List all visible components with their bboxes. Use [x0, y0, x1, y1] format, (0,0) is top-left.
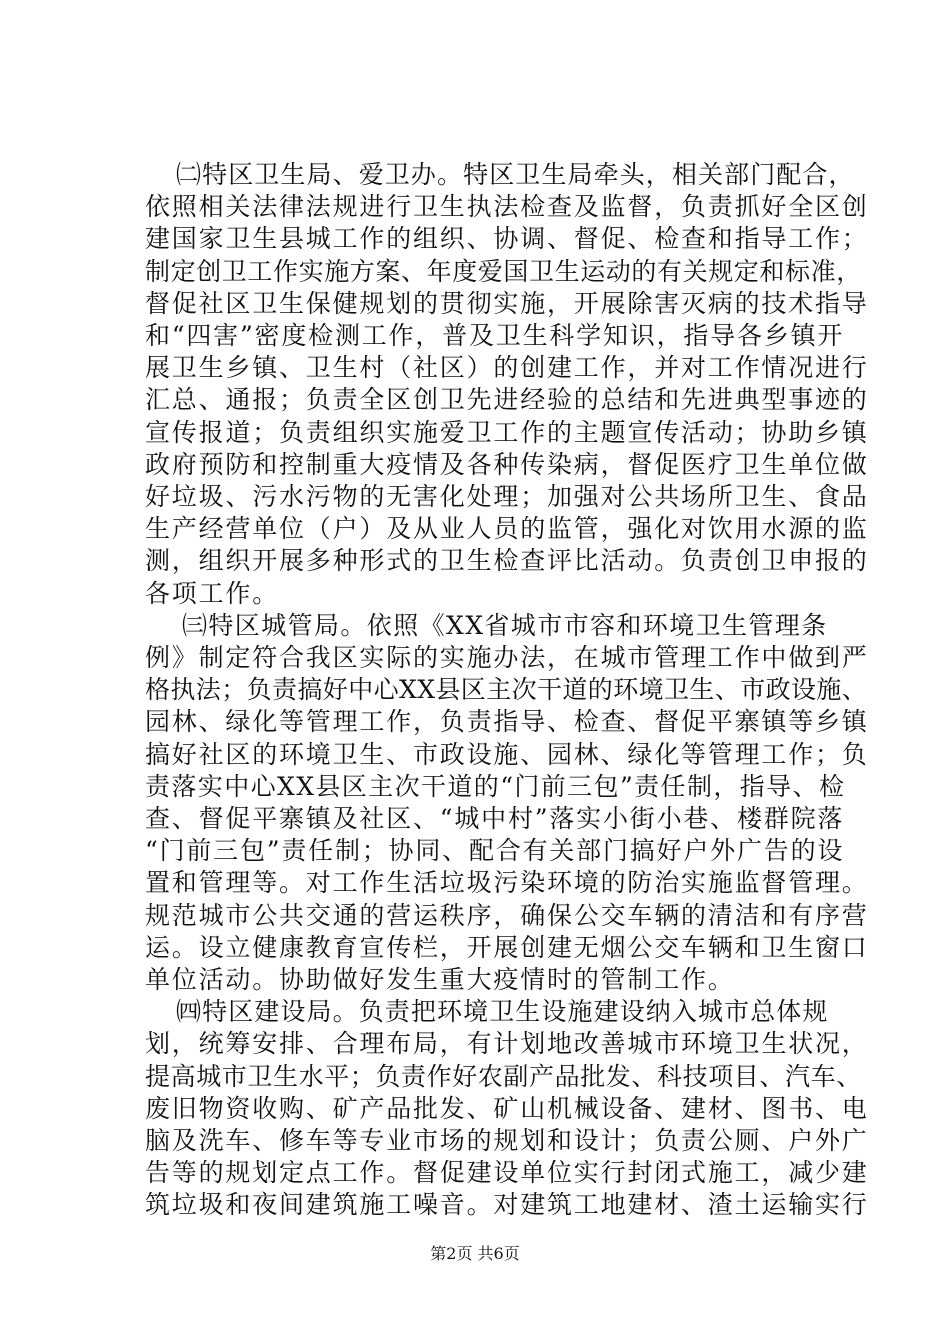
text-line-17: 格执法；负责搞好中心XX县区主次干道的环境卫生、市政设施、: [145, 675, 868, 704]
text-line-25: 运。设立健康教育宣传栏，开展创建无烟公交车辆和卫生窗口: [145, 933, 869, 962]
text-line-27: ㈣特区建设局。负责把环境卫生设施建设纳入城市总体规: [176, 997, 829, 1026]
text-line-19: 搞好社区的环境卫生、市政设施、园林、绿化等管理工作；负: [145, 740, 869, 769]
text-line-15: ㈢特区城管局。依照《XX省城市市容和环境卫生管理条: [182, 611, 828, 640]
text-line-33: 筑垃圾和夜间建筑施工噪音。对建筑工地建材、渣土运输实行: [145, 1190, 869, 1219]
text-line-14: 各项工作。: [145, 579, 280, 608]
text-line-24: 规范城市公共交通的营运秩序，确保公交车辆的清洁和有序营: [145, 901, 869, 930]
text-line-20: 责落实中心XX县区主次干道的“门前三包”责任制，指导、检: [145, 772, 846, 801]
text-line-2: 依照相关法律法规进行卫生执法检查及监督，负责抓好全区创: [145, 192, 869, 221]
text-line-8: 汇总、通报；负责全区创卫先进经验的总结和先进典型事迹的: [145, 385, 869, 414]
text-line-29: 提高城市卫生水平；负责作好农副产品批发、科技项目、汽车、: [145, 1062, 862, 1091]
text-line-28: 划，统筹安排、合理布局，有计划地改善城市环境卫生状况，: [145, 1029, 869, 1058]
text-line-7: 展卫生乡镇、卫生村（社区）的创建工作，并对工作情况进行: [145, 353, 869, 382]
text-line-23: 置和管理等。对工作生活垃圾污染环境的防治实施监督管理。: [145, 868, 869, 897]
text-line-9: 宣传报道；负责组织实施爱卫工作的主题宣传活动；协助乡镇: [145, 418, 869, 447]
text-line-18: 园林、绿化等管理工作，负责指导、检查、督促平寨镇等乡镇: [145, 707, 869, 736]
text-line-21: 查、督促平寨镇及社区、“城中村”落实小街小巷、楼群院落: [145, 804, 845, 833]
text-line-26: 单位活动。协助做好发生重大疫情时的管制工作。: [145, 965, 735, 994]
text-line-6: 和“四害”密度检测工作，普及卫生科学知识，指导各乡镇开: [145, 321, 845, 350]
text-line-1: ㈡特区卫生局、爱卫办。特区卫生局牵头，相关部门配合，: [176, 160, 855, 189]
text-line-16: 例》制定符合我区实际的实施办法，在城市管理工作中做到严: [145, 643, 869, 672]
text-line-22: “门前三包”责任制；协同、配合有关部门搞好户外广告的设: [145, 836, 845, 865]
text-line-30: 废旧物资收购、矿产品批发、矿山机械设备、建材、图书、电: [145, 1094, 869, 1123]
text-line-5: 督促社区卫生保健规划的贯彻实施，开展除害灭病的技术指导: [145, 289, 869, 318]
text-line-13: 测，组织开展多种形式的卫生检查评比活动。负责创卫申报的: [145, 546, 869, 575]
text-line-4: 制定创卫工作实施方案、年度爱国卫生运动的有关规定和标准，: [145, 257, 862, 286]
text-line-3: 建国家卫生县城工作的组织、协调、督促、检查和指导工作；: [145, 224, 869, 253]
text-line-31: 脑及洗车、修车等专业市场的规划和设计；负责公厕、户外广: [145, 1126, 869, 1155]
text-line-11: 好垃圾、污水污物的无害化处理；加强对公共场所卫生、食品: [145, 482, 869, 511]
page-number-footer: 第2页 共6页: [430, 1244, 520, 1263]
text-line-32: 告等的规划定点工作。督促建设单位实行封闭式施工，减少建: [145, 1158, 869, 1187]
text-line-10: 政府预防和控制重大疫情及各种传染病，督促医疗卫生单位做: [145, 450, 869, 479]
text-line-12: 生产经营单位（户）及从业人员的监管，强化对饮用水源的监: [145, 514, 869, 543]
